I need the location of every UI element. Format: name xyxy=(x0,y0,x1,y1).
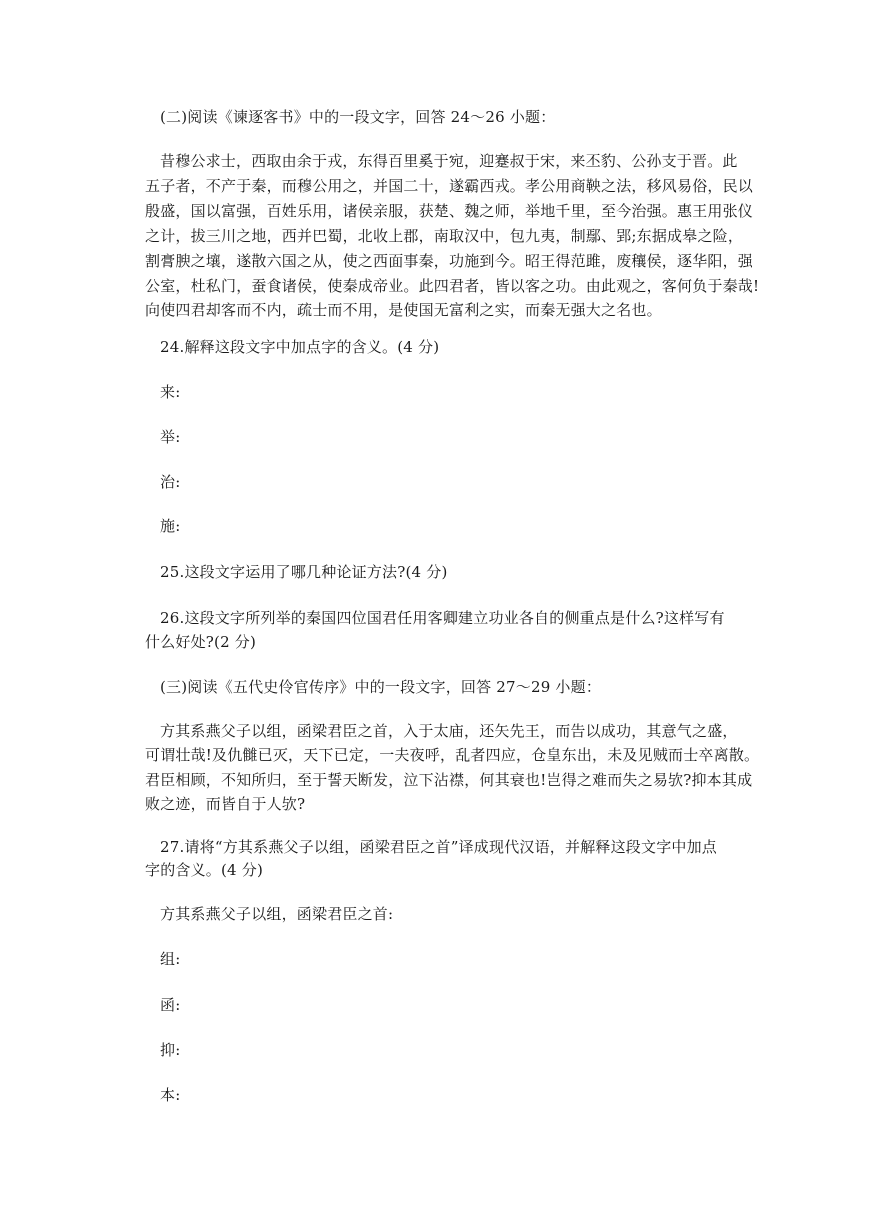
section3-header: (三)阅读《五代史伶官传序》中的一段文字，回答 27～29 小题： xyxy=(160,678,602,696)
answer-blank-zu: 组: xyxy=(160,950,181,968)
question-24: 24.解释这段文字中加点字的含义。(4 分) xyxy=(160,338,440,356)
passage-line: 昔穆公求士，西取由余于戎，东得百里奚于宛，迎蹇叔于宋，来丕豹、公孙支于晋。此 xyxy=(160,152,738,170)
answer-blank-yi: 抑: xyxy=(160,1041,181,1059)
passage-line: 殷盛，国以富强，百姓乐用，诸侯亲服，获楚、魏之师，举地千里，至今治强。惠王用张仪 xyxy=(145,202,754,220)
passage-line: 方其系燕父子以组，函梁君臣之首，入于太庙，还矢先王，而告以成功，其意气之盛， xyxy=(160,722,738,740)
passage-line: 君臣相顾，不知所归，至于誓天断发，泣下沾襟，何其衰也!岂得之难而失之易欤?抑本其成 xyxy=(145,771,753,789)
passage-line: 割膏腴之壤，遂散六国之从，使之西面事秦，功施到今。昭王得范雎，废穰侯，逐华阳，强 xyxy=(145,252,754,270)
answer-blank-shi: 施: xyxy=(160,517,181,535)
question-26: 26.这段文字所列举的秦国四位国君任用客卿建立功业各自的侧重点是什么?这样写有 xyxy=(160,609,725,627)
question-25: 25.这段文字运用了哪几种论证方法?(4 分) xyxy=(160,563,448,581)
answer-blank-ben: 本: xyxy=(160,1086,181,1104)
passage-line: 败之迹，而皆自于人欤? xyxy=(145,795,306,813)
answer-blank-han: 函: xyxy=(160,996,181,1014)
section2-header: (二)阅读《谏逐客书》中的一段文字，回答 24～26 小题： xyxy=(160,108,556,126)
answer-blank-ju: 举: xyxy=(160,428,181,446)
answer-blank-zhi: 治: xyxy=(160,473,181,491)
passage-line: 向使四君却客而不内，疏士而不用，是使国无富利之实，而秦无强大之名也。 xyxy=(145,301,662,319)
passage-line: 公室，杜私门，蚕食诸侯，使秦成帝业。此四君者，皆以客之功。由此观之，客何负于秦哉! xyxy=(145,277,760,295)
translate-prompt: 方其系燕父子以组，函梁君臣之首: xyxy=(160,905,394,923)
passage-line: 五子者，不产于秦，而穆公用之，并国二十，遂霸西戎。孝公用商鞅之法，移风易俗，民以 xyxy=(145,177,754,195)
question-27: 27.请将“方其系燕父子以组，函梁君臣之首”译成现代汉语，并解释这段文字中加点 xyxy=(160,838,717,856)
answer-blank-lai: 来: xyxy=(160,383,181,401)
passage-line: 之计，拔三川之地，西并巴蜀，北收上郡，南取汉中，包九夷，制鄢、郢;东据成皋之险， xyxy=(145,227,744,245)
question-27-cont: 字的含义。(4 分) xyxy=(145,861,264,879)
passage-line: 可谓壮哉!及仇雠已灭，天下已定，一夫夜呼，乱者四应，仓皇东出，未及见贼而士卒离散。 xyxy=(145,746,760,764)
question-26-cont: 什么好处?(2 分) xyxy=(145,633,257,651)
